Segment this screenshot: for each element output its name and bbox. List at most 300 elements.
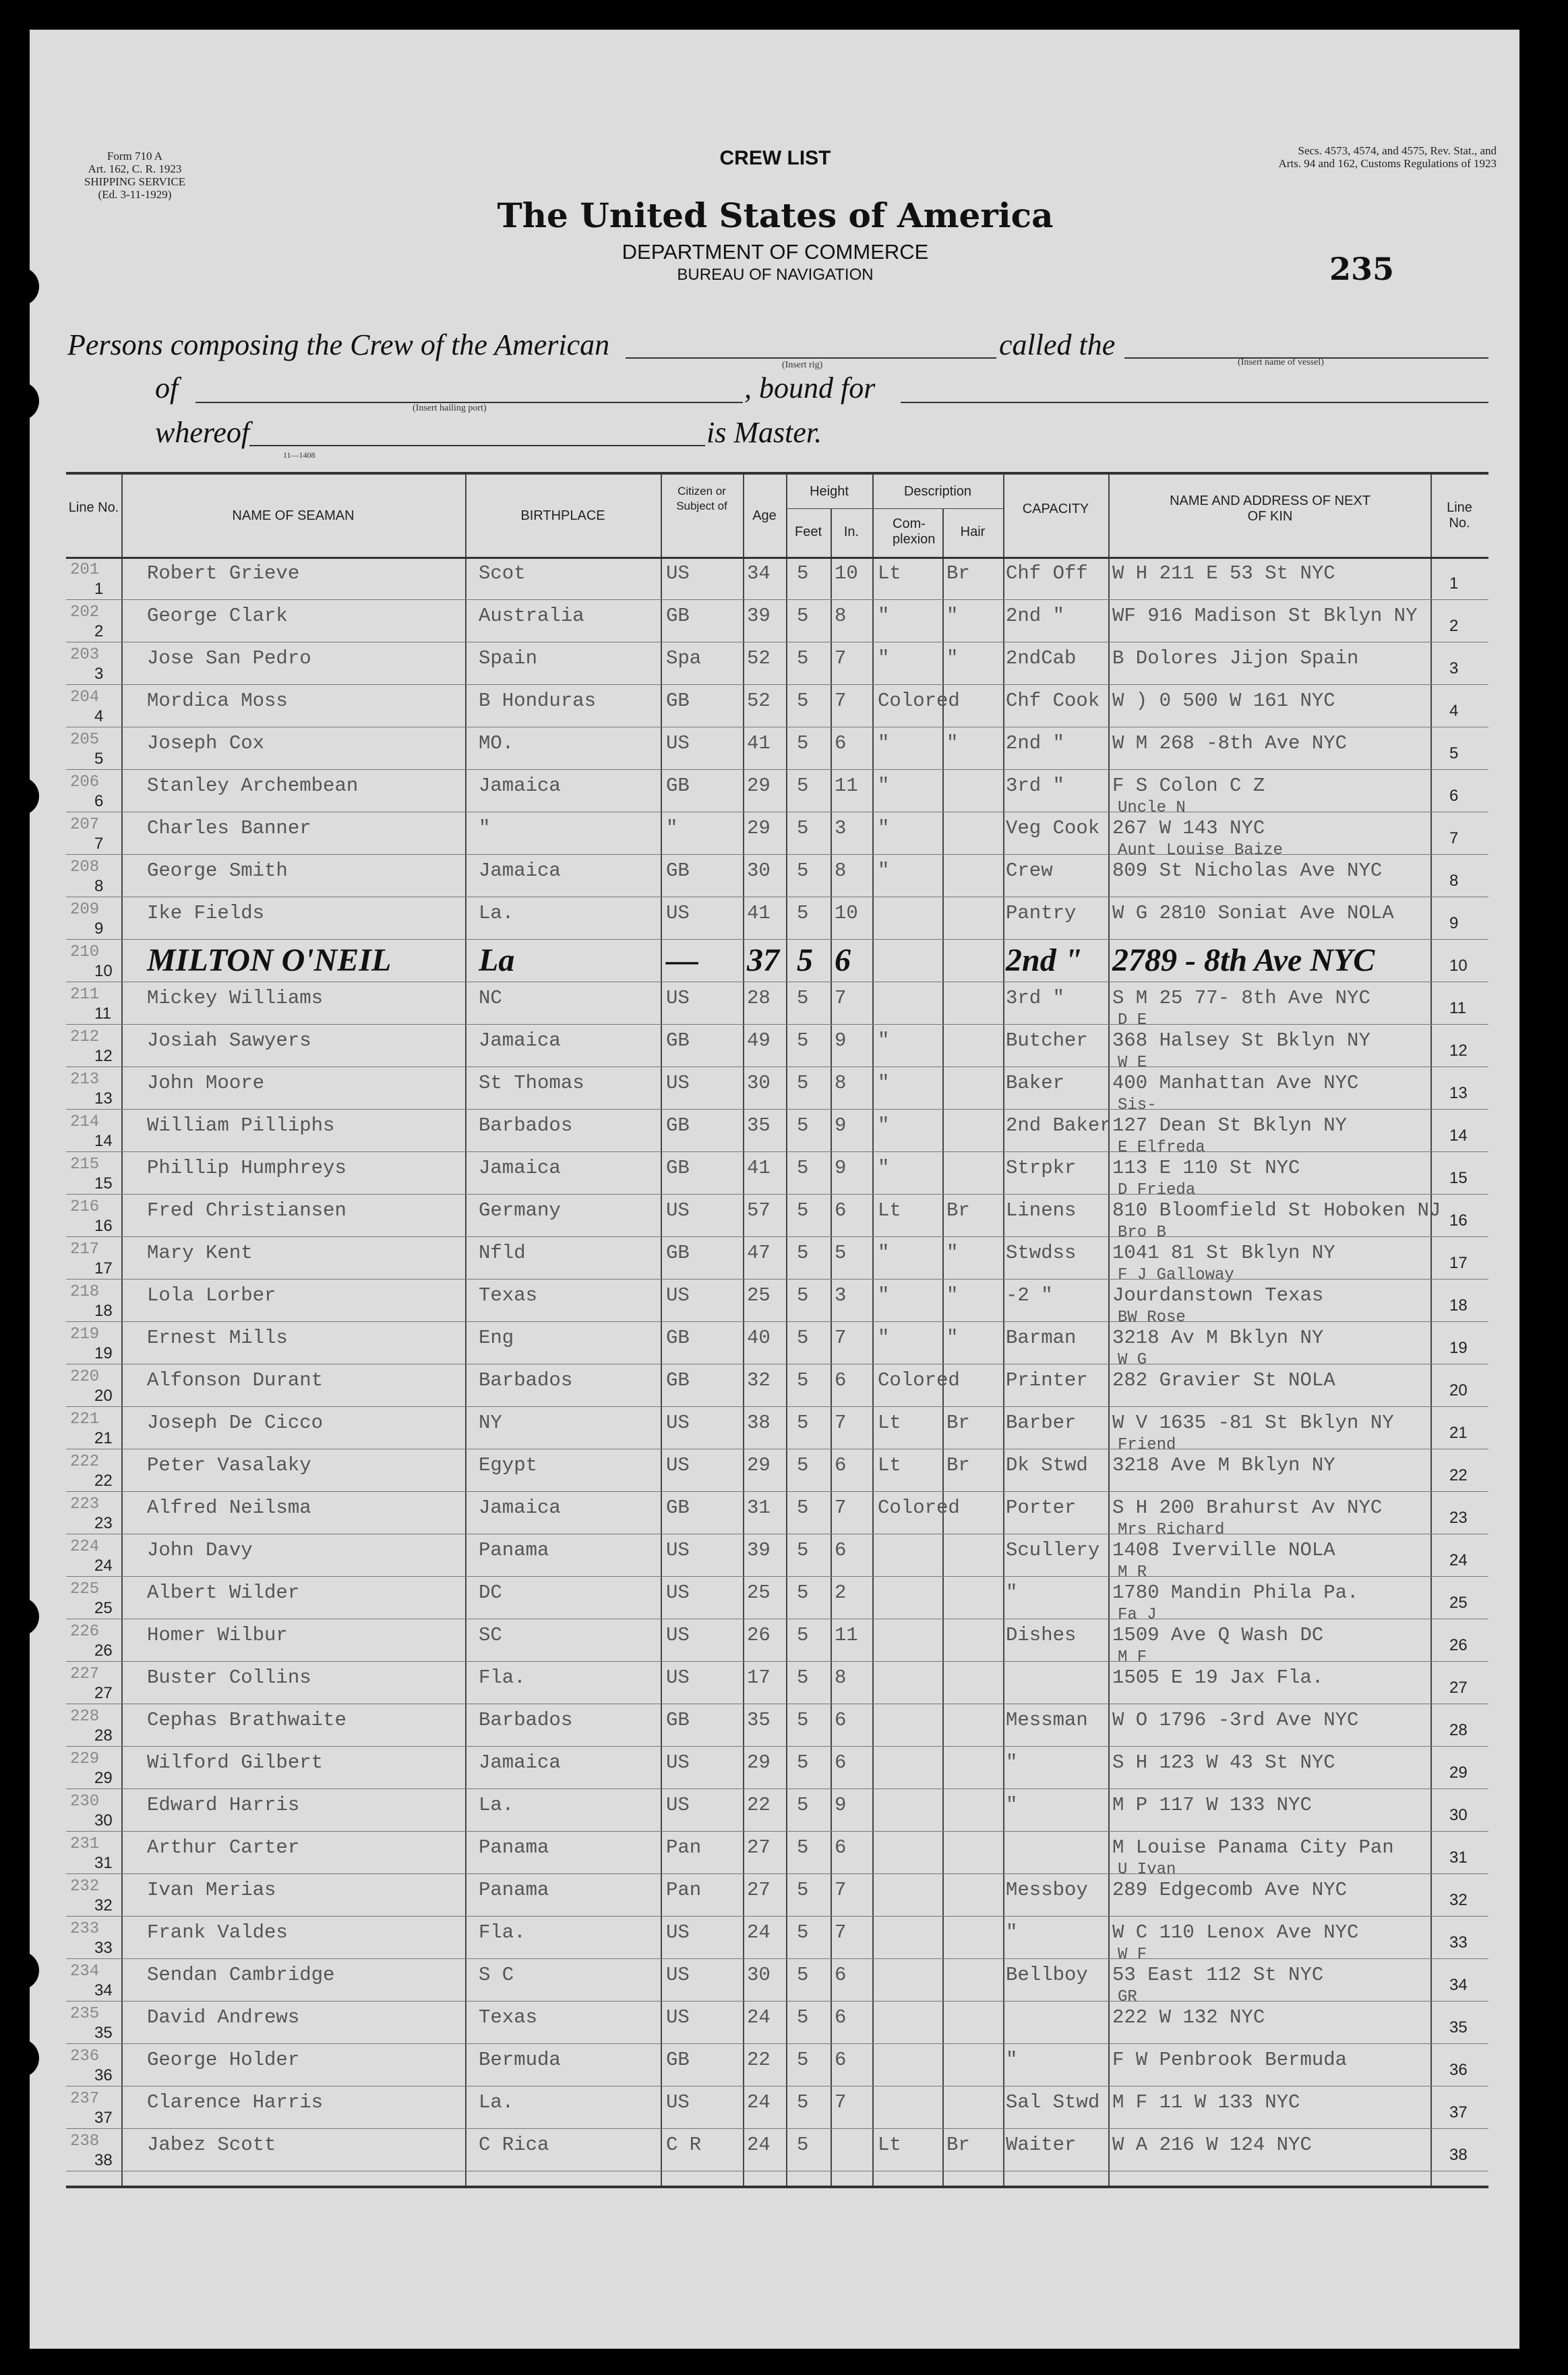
citizenship: GB bbox=[666, 860, 690, 882]
line-number: 29 bbox=[94, 1769, 113, 1787]
age: 49 bbox=[747, 1029, 771, 1052]
citizenship: GB bbox=[666, 1369, 690, 1391]
complexion: Lt bbox=[878, 2134, 901, 2156]
next-of-kin-relation: Aunt Louise Baize bbox=[1118, 841, 1283, 860]
birthplace: Spain bbox=[479, 647, 538, 669]
line-number-right: 29 bbox=[1449, 1764, 1468, 1782]
capacity: Sal Stwd bbox=[1006, 2091, 1100, 2113]
form-article: Art. 162, C. R. 1923 bbox=[88, 162, 182, 175]
citizenship: GB bbox=[666, 1242, 690, 1264]
age: 52 bbox=[747, 647, 771, 669]
column-divider bbox=[872, 475, 874, 2186]
next-of-kin: 368 Halsey St Bklyn NY bbox=[1112, 1029, 1370, 1052]
row-divider bbox=[66, 684, 1488, 685]
height-inches: 6 bbox=[835, 1199, 847, 1222]
next-of-kin-relation: W F bbox=[1118, 1946, 1147, 1964]
line-number-right: 34 bbox=[1449, 1976, 1468, 1994]
column-divider bbox=[1430, 475, 1432, 2186]
age: 27 bbox=[747, 1879, 771, 1901]
line-number: 18 bbox=[94, 1302, 113, 1320]
master-name-field[interactable] bbox=[249, 445, 705, 446]
capacity: Dk Stwd bbox=[1006, 1454, 1088, 1476]
next-of-kin-relation: Sis- bbox=[1118, 1096, 1157, 1114]
seaman-name: Homer Wilbur bbox=[147, 1624, 288, 1646]
stamped-number: 220 bbox=[70, 1368, 100, 1386]
line-number-right: 12 bbox=[1449, 1042, 1468, 1060]
line-number: 13 bbox=[94, 1089, 113, 1108]
height-feet: 5 bbox=[797, 817, 809, 839]
form-number: Form 710 A bbox=[107, 150, 163, 162]
seaman-name: Ivan Merias bbox=[147, 1879, 276, 1901]
line-number-right: 26 bbox=[1449, 1636, 1468, 1654]
line-number: 2 bbox=[94, 622, 104, 640]
stamped-number: 234 bbox=[70, 1962, 100, 1981]
intro-persons-label: Persons composing the Crew of the American bbox=[67, 328, 610, 361]
print-code: 11—1408 bbox=[283, 450, 315, 460]
capacity: Chf Off bbox=[1006, 562, 1088, 584]
seaman-name: Cephas Brathwaite bbox=[147, 1709, 346, 1731]
next-of-kin-relation: F J Galloway bbox=[1118, 1266, 1234, 1284]
height-feet: 5 bbox=[797, 1327, 809, 1349]
hair: " bbox=[946, 1242, 959, 1264]
height-feet: 5 bbox=[797, 2006, 809, 2028]
complexion: " bbox=[878, 647, 890, 669]
citizenship: US bbox=[666, 562, 690, 584]
header-rule bbox=[66, 557, 1488, 559]
citizenship: GB bbox=[666, 1327, 690, 1349]
row-divider bbox=[66, 1831, 1488, 1832]
capacity: Barber bbox=[1006, 1412, 1077, 1434]
capacity: " bbox=[1006, 2049, 1018, 2071]
binder-hole bbox=[0, 382, 39, 421]
age: 25 bbox=[747, 1582, 771, 1604]
stamped-number: 232 bbox=[70, 1877, 100, 1896]
column-divider bbox=[465, 475, 466, 2186]
line-number: 10 bbox=[94, 962, 113, 980]
line-number-right: 32 bbox=[1449, 1891, 1468, 1909]
height-feet: 5 bbox=[797, 1582, 809, 1604]
capacity: -2 " bbox=[1006, 1284, 1053, 1306]
citizenship: US bbox=[666, 1751, 690, 1774]
col-hair: Hair bbox=[960, 524, 986, 539]
line-number-right: 16 bbox=[1449, 1211, 1468, 1230]
height-feet: 5 bbox=[797, 1921, 809, 1944]
stamped-number: 225 bbox=[70, 1580, 100, 1598]
age: 24 bbox=[747, 1921, 771, 1944]
destination-field[interactable] bbox=[901, 402, 1488, 403]
col-line: Line No. bbox=[68, 500, 119, 515]
next-of-kin: S H 123 W 43 St NYC bbox=[1112, 1751, 1335, 1774]
citizenship: GB bbox=[666, 605, 690, 627]
seaman-name: Buster Collins bbox=[147, 1666, 311, 1689]
seaman-name: George Clark bbox=[147, 605, 288, 627]
stamped-number: 222 bbox=[70, 1453, 100, 1471]
height-feet: 5 bbox=[797, 1751, 809, 1774]
birthplace: Barbados bbox=[479, 1709, 573, 1731]
intro-master-label: is Master. bbox=[706, 416, 822, 449]
line-number: 26 bbox=[94, 1642, 113, 1660]
line-number: 37 bbox=[94, 2109, 113, 2127]
seaman-name: John Davy bbox=[147, 1539, 253, 1561]
line-number-right: 17 bbox=[1449, 1254, 1468, 1272]
next-of-kin: W A 216 W 124 NYC bbox=[1112, 2134, 1312, 2156]
rig-hint: (Insert rig) bbox=[782, 360, 823, 370]
line-number-right: 10 bbox=[1449, 957, 1468, 975]
age: 24 bbox=[747, 2006, 771, 2028]
citizenship: US bbox=[666, 2091, 690, 2113]
col-citizen: Citizen or Subject of bbox=[676, 485, 727, 512]
height-inches: 6 bbox=[835, 942, 851, 978]
citizenship: US bbox=[666, 1539, 690, 1561]
stamped-number: 217 bbox=[70, 1240, 100, 1259]
seaman-name: Albert Wilder bbox=[147, 1582, 300, 1604]
seaman-name: Fred Christiansen bbox=[147, 1199, 346, 1222]
birthplace: SC bbox=[479, 1624, 502, 1646]
age: 24 bbox=[747, 2134, 771, 2156]
hair: Br bbox=[946, 1454, 970, 1476]
height-inches: 2 bbox=[835, 1582, 847, 1604]
stamped-number: 208 bbox=[70, 858, 100, 876]
complexion: " bbox=[878, 1327, 890, 1349]
subheader-line bbox=[786, 508, 1003, 509]
height-feet: 5 bbox=[797, 2049, 809, 2071]
col-inches: In. bbox=[843, 524, 860, 539]
seaman-name: Sendan Cambridge bbox=[147, 1964, 335, 1986]
next-of-kin: 1041 81 St Bklyn NY bbox=[1112, 1242, 1335, 1264]
stamped-number: 214 bbox=[70, 1113, 100, 1131]
col-birthplace: BIRTHPLACE bbox=[520, 508, 605, 523]
next-of-kin: 127 Dean St Bklyn NY bbox=[1112, 1114, 1348, 1137]
line-number: 4 bbox=[94, 707, 104, 725]
capacity: 2nd " bbox=[1006, 942, 1083, 978]
age: 31 bbox=[747, 1497, 771, 1519]
line-number-right: 36 bbox=[1449, 2061, 1468, 2079]
height-feet: 5 bbox=[797, 1157, 809, 1179]
hair: Br bbox=[946, 562, 970, 584]
height-feet: 5 bbox=[797, 1836, 809, 1859]
line-number: 30 bbox=[94, 1811, 113, 1830]
complexion: Lt bbox=[878, 562, 901, 584]
birthplace: Bermuda bbox=[479, 2049, 561, 2071]
line-number: 15 bbox=[94, 1174, 113, 1193]
binder-hole bbox=[0, 1951, 39, 1990]
stamped-number: 237 bbox=[70, 2090, 100, 2108]
height-feet: 5 bbox=[797, 1624, 809, 1646]
next-of-kin: 3218 Ave M Bklyn NY bbox=[1112, 1454, 1335, 1476]
next-of-kin: 810 Bloomfield St Hoboken NJ bbox=[1112, 1199, 1441, 1222]
line-number: 31 bbox=[94, 1854, 113, 1872]
department-title: DEPARTMENT OF COMMERCE bbox=[622, 240, 929, 264]
form-title: CREW LIST bbox=[719, 147, 831, 169]
line-number: 9 bbox=[94, 920, 104, 938]
seaman-name: David Andrews bbox=[147, 2006, 300, 2028]
line-number: 20 bbox=[94, 1387, 113, 1405]
birthplace: Jamaica bbox=[479, 1497, 561, 1519]
stamped-number: 230 bbox=[70, 1793, 100, 1811]
birthplace: La. bbox=[479, 2091, 514, 2113]
seaman-name: Mary Kent bbox=[147, 1242, 253, 1264]
age: 34 bbox=[747, 562, 771, 584]
hair: Br bbox=[946, 1199, 970, 1222]
intro-bound-label: , bound for bbox=[744, 371, 876, 404]
next-of-kin: F W Penbrook Bermuda bbox=[1112, 2049, 1348, 2071]
next-of-kin: 2789 - 8th Ave NYC bbox=[1112, 942, 1375, 978]
line-number-right: 20 bbox=[1449, 1381, 1468, 1400]
next-of-kin-relation: M F bbox=[1118, 1648, 1147, 1666]
age: 29 bbox=[747, 1751, 771, 1774]
height-feet: 5 bbox=[797, 1794, 809, 1816]
intro-whereof-label: whereof bbox=[155, 416, 250, 449]
next-of-kin: S M 25 77- 8th Ave NYC bbox=[1112, 987, 1370, 1009]
hair: " bbox=[946, 1284, 959, 1306]
seaman-name: Lola Lorber bbox=[147, 1284, 276, 1306]
col-capacity: CAPACITY bbox=[1022, 502, 1089, 516]
citizenship: GB bbox=[666, 1157, 690, 1179]
seaman-name: George Holder bbox=[147, 2049, 300, 2071]
stamped-number: 229 bbox=[70, 1750, 100, 1768]
seaman-name: Alfred Neilsma bbox=[147, 1497, 311, 1519]
line-number-right: 33 bbox=[1449, 1933, 1468, 1952]
birthplace: Jamaica bbox=[479, 1751, 561, 1774]
vessel-type-field[interactable] bbox=[626, 357, 996, 359]
birthplace: S C bbox=[479, 1964, 514, 1986]
citizenship: US bbox=[666, 1072, 690, 1094]
height-inches: 6 bbox=[835, 2006, 847, 2028]
height-feet: 5 bbox=[797, 860, 809, 882]
citizenship: US bbox=[666, 1964, 690, 1986]
height-feet: 5 bbox=[797, 1242, 809, 1264]
capacity: 3rd " bbox=[1006, 775, 1065, 797]
height-feet: 5 bbox=[797, 1709, 809, 1731]
seaman-name: Mordica Moss bbox=[147, 690, 288, 712]
statute-sections: Secs. 4573, 4574, and 4575, Rev. Stat., and bbox=[1298, 144, 1497, 157]
stamped-number: 207 bbox=[70, 816, 100, 834]
stamped-number: 209 bbox=[70, 901, 100, 919]
age: 30 bbox=[747, 1964, 771, 1986]
line-number-right: 24 bbox=[1449, 1551, 1468, 1569]
line-number-right: 19 bbox=[1449, 1339, 1468, 1357]
next-of-kin: 3218 Av M Bklyn NY bbox=[1112, 1327, 1324, 1349]
seaman-name: Stanley Archembean bbox=[147, 775, 359, 797]
stamped-number: 218 bbox=[70, 1283, 100, 1301]
customs-articles: Arts. 94 and 162, Customs Regulations of 1923 bbox=[1278, 157, 1497, 170]
next-of-kin: B Dolores Jijon Spain bbox=[1112, 647, 1359, 669]
next-of-kin: 400 Manhattan Ave NYC bbox=[1112, 1072, 1359, 1094]
line-number: 24 bbox=[94, 1557, 113, 1575]
citizenship: — bbox=[666, 942, 698, 978]
binder-hole bbox=[0, 1597, 39, 1636]
complexion: " bbox=[878, 1029, 890, 1052]
hailing-port-hint: (Insert hailing port) bbox=[413, 403, 487, 413]
age: 27 bbox=[747, 1836, 771, 1859]
next-of-kin-relation: M R bbox=[1118, 1563, 1147, 1582]
seaman-name: MILTON O'NEIL bbox=[147, 942, 392, 978]
next-of-kin: S H 200 Brahurst Av NYC bbox=[1112, 1497, 1383, 1519]
height-inches: 6 bbox=[835, 1836, 847, 1859]
age: 22 bbox=[747, 2049, 771, 2071]
line-number: 5 bbox=[94, 750, 104, 768]
height-inches: 6 bbox=[835, 732, 847, 754]
hair: Br bbox=[946, 2134, 970, 2156]
line-number-right: 21 bbox=[1449, 1424, 1468, 1442]
capacity: Stwdss bbox=[1006, 1242, 1077, 1264]
capacity: " bbox=[1006, 1921, 1018, 1944]
birthplace: Jamaica bbox=[479, 860, 561, 882]
capacity: Pantry bbox=[1006, 902, 1077, 924]
capacity: 2nd " bbox=[1006, 732, 1065, 754]
capacity: Linens bbox=[1006, 1199, 1077, 1222]
citizenship: GB bbox=[666, 1709, 690, 1731]
seaman-name: Arthur Carter bbox=[147, 1836, 300, 1859]
stamped-number: 202 bbox=[70, 603, 100, 622]
form-edition: (Ed. 3-11-1929) bbox=[98, 188, 172, 201]
height-inches: 8 bbox=[835, 1666, 847, 1689]
height-inches: 7 bbox=[835, 690, 847, 712]
birthplace: DC bbox=[479, 1582, 502, 1604]
form-service: SHIPPING SERVICE bbox=[84, 175, 186, 188]
citizenship: GB bbox=[666, 1497, 690, 1519]
next-of-kin-relation: D E bbox=[1118, 1011, 1147, 1029]
capacity: Baker bbox=[1006, 1072, 1065, 1094]
seaman-name: Jabez Scott bbox=[147, 2134, 276, 2156]
height-feet: 5 bbox=[797, 1666, 809, 1689]
age: 24 bbox=[747, 2091, 771, 2113]
column-divider bbox=[661, 475, 662, 2186]
stamped-number: 201 bbox=[70, 561, 100, 579]
col-height: Height bbox=[810, 484, 849, 499]
birthplace: Eng bbox=[479, 1327, 514, 1349]
citizenship: US bbox=[666, 1921, 690, 1944]
age: 17 bbox=[747, 1666, 771, 1689]
citizenship: GB bbox=[666, 1114, 690, 1137]
citizenship: US bbox=[666, 1412, 690, 1434]
height-inches: 7 bbox=[835, 1879, 847, 1901]
height-inches: 6 bbox=[835, 1709, 847, 1731]
country-title: The United States of America bbox=[497, 196, 1054, 235]
next-of-kin: 282 Gravier St NOLA bbox=[1112, 1369, 1335, 1391]
next-of-kin-relation: Mrs Richard bbox=[1118, 1521, 1225, 1539]
binder-hole bbox=[0, 777, 39, 816]
line-number: 19 bbox=[94, 1344, 113, 1362]
birthplace: NC bbox=[479, 987, 502, 1009]
stamped-number: 224 bbox=[70, 1538, 100, 1556]
complexion: " bbox=[878, 1114, 890, 1137]
col-name: NAME OF SEAMAN bbox=[232, 508, 355, 523]
line-number-right: 30 bbox=[1449, 1806, 1468, 1824]
next-of-kin: 113 E 110 St NYC bbox=[1112, 1157, 1300, 1179]
citizenship: US bbox=[666, 732, 690, 754]
capacity: 2ndCab bbox=[1006, 647, 1077, 669]
seaman-name: William Pilliphs bbox=[147, 1114, 335, 1137]
hair: " bbox=[946, 647, 959, 669]
capacity: 3rd " bbox=[1006, 987, 1065, 1009]
height-inches: 10 bbox=[835, 562, 858, 584]
height-feet: 5 bbox=[797, 2134, 809, 2156]
height-inches: 5 bbox=[835, 1242, 847, 1264]
col-complexion: Com-plexion bbox=[893, 516, 936, 547]
complexion: " bbox=[878, 860, 890, 882]
next-of-kin-relation: Uncle N bbox=[1118, 799, 1186, 817]
next-of-kin: W C 110 Lenox Ave NYC bbox=[1112, 1921, 1359, 1944]
col-description: Description bbox=[903, 484, 972, 499]
stamped-number: 216 bbox=[70, 1198, 100, 1216]
height-feet: 5 bbox=[797, 1199, 809, 1222]
stamped-number: 215 bbox=[70, 1155, 100, 1174]
line-number: 14 bbox=[94, 1132, 113, 1150]
height-inches: 10 bbox=[835, 902, 858, 924]
column-divider bbox=[121, 475, 123, 2186]
stamped-number: 210 bbox=[70, 943, 100, 961]
hair: " bbox=[946, 732, 959, 754]
age: 57 bbox=[747, 1199, 771, 1222]
birthplace: " bbox=[479, 817, 491, 839]
capacity: Scullery bbox=[1006, 1539, 1100, 1561]
line-number-right: 37 bbox=[1449, 2103, 1468, 2122]
col-feet: Feet bbox=[794, 524, 822, 539]
birthplace: Jamaica bbox=[479, 1029, 561, 1052]
citizenship: US bbox=[666, 902, 690, 924]
birthplace: Australia bbox=[479, 605, 584, 627]
line-number: 25 bbox=[94, 1599, 113, 1617]
age: 41 bbox=[747, 732, 771, 754]
stamped-number: 213 bbox=[70, 1071, 100, 1089]
age: 30 bbox=[747, 1072, 771, 1094]
birthplace: NY bbox=[479, 1412, 502, 1434]
row-divider bbox=[66, 599, 1488, 600]
hair: " bbox=[946, 605, 959, 627]
age: 25 bbox=[747, 1284, 771, 1306]
line-number-right: 6 bbox=[1449, 787, 1459, 805]
line-number: 23 bbox=[94, 1514, 113, 1532]
line-number: 33 bbox=[94, 1939, 113, 1957]
capacity: Porter bbox=[1006, 1497, 1077, 1519]
next-of-kin-relation: W G bbox=[1118, 1351, 1147, 1369]
stamped-number: 236 bbox=[70, 2047, 100, 2066]
line-number-right: 18 bbox=[1449, 1296, 1468, 1315]
height-inches: 9 bbox=[835, 1029, 847, 1052]
birthplace: Jamaica bbox=[479, 1157, 561, 1179]
complexion: " bbox=[878, 817, 890, 839]
complexion: " bbox=[878, 1157, 890, 1179]
stamped-number: 205 bbox=[70, 731, 100, 749]
age: 38 bbox=[747, 1412, 771, 1434]
next-of-kin: Jourdanstown Texas bbox=[1112, 1284, 1324, 1306]
height-inches: 3 bbox=[835, 817, 847, 839]
line-number: 7 bbox=[94, 835, 104, 853]
birthplace: Panama bbox=[479, 1539, 549, 1561]
seaman-name: Jose San Pedro bbox=[147, 647, 311, 669]
height-feet: 5 bbox=[797, 1072, 809, 1094]
birthplace: Fla. bbox=[479, 1666, 526, 1689]
birthplace: Texas bbox=[479, 1284, 538, 1306]
birthplace: La. bbox=[479, 1794, 514, 1816]
row-divider bbox=[66, 2043, 1488, 2044]
seaman-name: George Smith bbox=[147, 860, 288, 882]
birthplace: Scot bbox=[479, 562, 526, 584]
column-divider bbox=[1108, 475, 1110, 2186]
seaman-name: Wilford Gilbert bbox=[147, 1751, 324, 1774]
capacity: Chf Cook bbox=[1006, 690, 1100, 712]
line-number: 8 bbox=[94, 877, 104, 895]
stamped-number: 211 bbox=[70, 986, 100, 1004]
capacity: Crew bbox=[1006, 860, 1053, 882]
row-divider bbox=[66, 1491, 1488, 1492]
citizenship: US bbox=[666, 1624, 690, 1646]
intro-of-label: of bbox=[155, 371, 179, 404]
next-of-kin: 289 Edgecomb Ave NYC bbox=[1112, 1879, 1348, 1901]
line-number-right: 28 bbox=[1449, 1721, 1468, 1739]
next-of-kin: F S Colon C Z bbox=[1112, 775, 1265, 797]
